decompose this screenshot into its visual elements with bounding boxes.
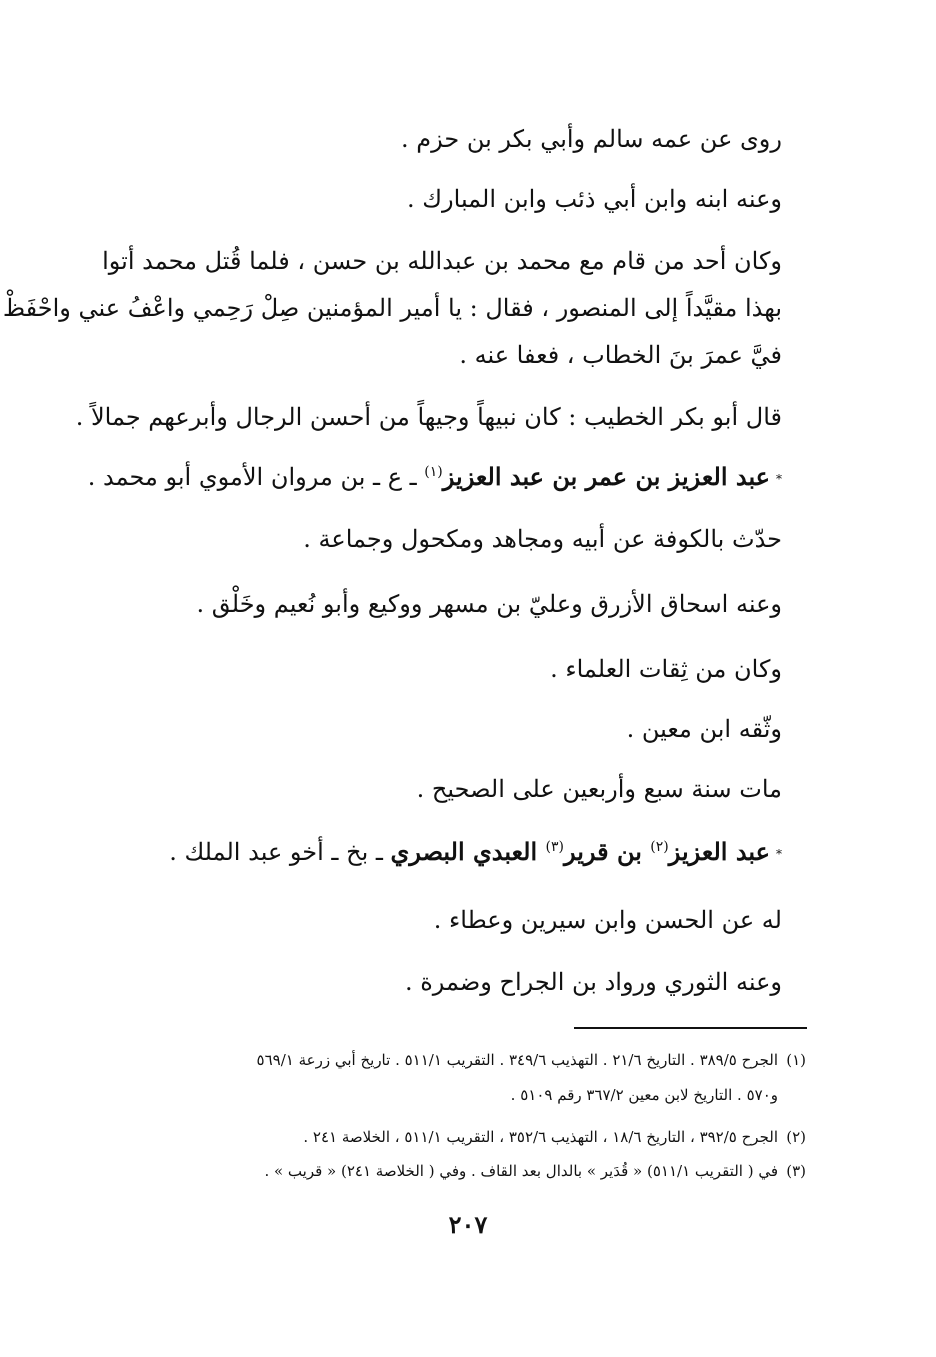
entry-details: ـ بخ ـ أخو عبد الملك .: [169, 838, 391, 866]
text-line-1: روى عن عمه سالم وأبي بكر بن حزم .: [401, 125, 782, 153]
footnote-ref: (١): [424, 464, 443, 480]
entry-heading-1: [88, 460, 782, 496]
footnote-number: (١): [786, 1051, 806, 1069]
text-line-11: مات سنة سبع وأربعين على الصحيح .: [416, 775, 782, 803]
entry-heading-2: [169, 835, 782, 871]
footnote-text: الجرح ٣٨٩/٥ . التاريخ ٢١/٦ . التهذيب ٣٤٩/٦ . التقريب ٥١١/١ . تاريخ أبي زرعة ٥٦٩/١: [256, 1051, 778, 1069]
entry-bullet: *: [776, 846, 782, 861]
text-line-7: حدّث بالكوفة عن أبيه ومجاهد ومكحول وجماعة .: [303, 525, 782, 553]
footnote-1-cont: و٥٧٠ . التاريخ لابن معين ٣٦٧/٢ رقم ٥١٠٩ .: [510, 1086, 778, 1104]
footnote-2: [303, 1125, 806, 1149]
text-line-8: وعنه اسحاق الأزرق وعليّ بن مسهر ووكيع وأبو نُعيم وخَلْق .: [196, 590, 782, 618]
entry-name: عبد العزيز: [668, 837, 770, 866]
footnote-text: في ( التقريب ٥١١/١) « قُدَير » بالدال بعد القاف . وفي ( الخلاصة ٢٤١) « قريب » .: [264, 1162, 778, 1180]
text-line-6: قال أبو بكر الخطيب : كان نبيهاً وجيهاً من أحسن الرجال وأبرعهم جمالاً .: [75, 403, 782, 431]
footnote-ref: (٣): [545, 839, 564, 855]
text-line-2: وعنه ابنه وابن أبي ذئب وابن المبارك .: [407, 185, 782, 213]
footnote-3: [264, 1159, 806, 1183]
text-line-12: له عن الحسن وابن سيرين وعطاء .: [433, 906, 782, 934]
text-line-9: وكان من ثِقات العلماء .: [550, 655, 782, 683]
text-line-13: وعنه الثوري ورواد بن الجراح وضمرة .: [404, 968, 782, 996]
entry-bullet: *: [776, 471, 782, 486]
footnote-number: (٣): [786, 1162, 806, 1180]
page-number: ٢٠٧: [448, 1210, 488, 1239]
footnote-ref: (٢): [650, 839, 669, 855]
entry-details: ـ ع ـ بن مروان الأموي أبو محمد .: [87, 463, 425, 491]
entry-nisba: العبدي البصري: [390, 837, 546, 866]
text-line-3: وكان أحد من قام مع محمد بن عبدالله بن حسن ، فلما قُتل محمد أتوا: [102, 247, 782, 275]
footnote-separator: [574, 1027, 807, 1029]
text-line-5: فيَّ عمرَ بنَ الخطاب ، فعفا عنه .: [459, 341, 782, 369]
footnote-1: [257, 1048, 806, 1072]
text-line-4: بهذا مقيَّداً إلى المنصور ، فقال : يا أمير المؤمنين صِلْ رَحِمي واعْفُ عني واحْفَظْ: [2, 294, 782, 322]
entry-name: عبد العزيز بن عمر بن عبد العزيز: [442, 462, 770, 491]
footnote-text: الجرح ٣٩٢/٥ ، التاريخ ١٨/٦ ، التهذيب ٣٥٢/٦ ، التقريب ٥١١/١ ، الخلاصة ٢٤١ .: [303, 1128, 778, 1146]
entry-name-part: بن قرير: [563, 837, 651, 866]
text-line-10: وثّقه ابن معين .: [626, 715, 782, 743]
footnote-number: (٢): [786, 1128, 806, 1146]
